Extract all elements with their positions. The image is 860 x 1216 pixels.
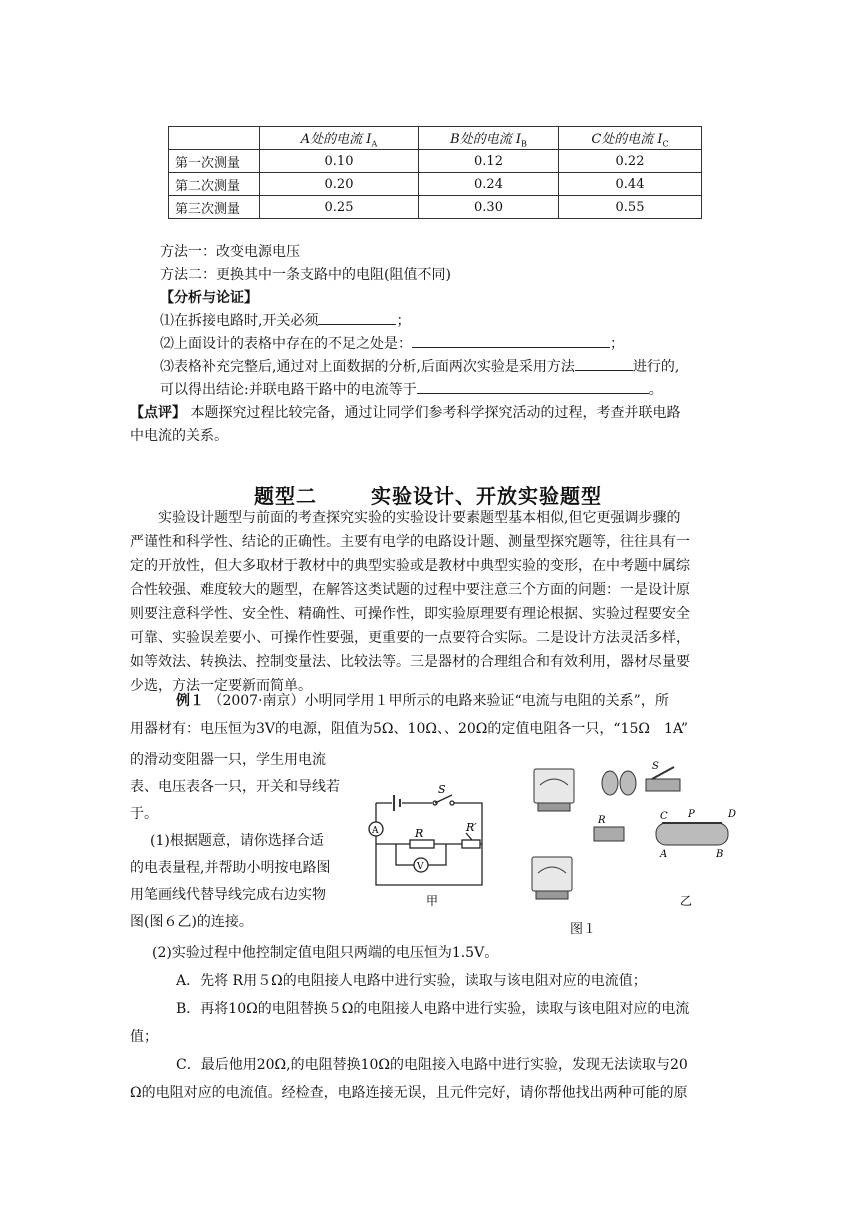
comment-line-2: 中电流的关系。 bbox=[130, 428, 228, 444]
example-line-2: 用器材有：电压恒为3V的电源，阻值为5Ω、10Ω、、20Ω的定值电阻各一只，“15Ω 1A” bbox=[130, 721, 689, 737]
current-measurement-table bbox=[168, 126, 702, 219]
rheostat-icon bbox=[462, 840, 480, 848]
question-2: ⑵上面设计的表格中存在的不足之处是： ； bbox=[160, 333, 624, 355]
question-3: ⑶表格补充完整后,通过对上面数据的分析,后面两次实验是采用方法 进行的, bbox=[160, 356, 679, 378]
table-header-cell: B处的电流 $I_B$ bbox=[419, 127, 559, 150]
analysis-heading: 【分析与论证】 bbox=[160, 290, 258, 306]
step-a: A．先将 R用５Ω的电阻接人电路中进行实验，读取与该电阻对应的电流值； bbox=[176, 973, 647, 989]
voltmeter-label: V bbox=[417, 862, 424, 872]
figure-caption: 图１ bbox=[570, 922, 597, 937]
table-cell: 0.24 bbox=[419, 173, 559, 196]
table-cell: 第二次测量 bbox=[169, 173, 260, 196]
meter-icon bbox=[534, 769, 574, 803]
step-b-line-2: 值； bbox=[130, 1029, 158, 1045]
meter-icon bbox=[532, 857, 572, 891]
table-cell: 0.44 bbox=[559, 173, 702, 196]
section-title: 题型二 实验设计、开放实验题型 bbox=[254, 484, 602, 508]
apparatus-resistor-label: R bbox=[598, 815, 606, 826]
battery-icon bbox=[602, 771, 618, 795]
table-header-row bbox=[169, 127, 702, 150]
question-1: ⑴在拆接电路时,开关必须 ； bbox=[160, 310, 410, 332]
table-cell: 第一次测量 bbox=[169, 150, 260, 173]
step-b-line-1: B．再将10Ω的电阻替换５Ω的电阻接人电路中进行实验，读取与该电阻对应的电流 bbox=[176, 1001, 690, 1017]
apparatus-switch-label: S bbox=[652, 761, 659, 772]
rheostat-label: R′ bbox=[466, 821, 477, 834]
example-label: 例１ bbox=[176, 693, 204, 709]
comment-label: 【点评】 bbox=[130, 405, 186, 421]
example-question-1: (1)根据题意，请你选择合适 的电表量程,并帮助小明按电路图 用笔画线代替导线完成右边实物 图(图６乙)的连接。 bbox=[130, 833, 331, 930]
table-row bbox=[169, 150, 702, 173]
answer-blank[interactable] bbox=[412, 333, 610, 348]
table-header-cell: C处的电流 $I_C$ bbox=[559, 127, 702, 150]
table-cell: 0.22 bbox=[559, 150, 702, 173]
table-cell: 第三次测量 bbox=[169, 196, 260, 219]
rheostat-terminal-c: C bbox=[660, 811, 668, 822]
label-jia: 甲 bbox=[426, 894, 439, 908]
physical-apparatus-yi bbox=[532, 767, 728, 899]
resistor-icon bbox=[594, 827, 624, 841]
resistor-icon bbox=[410, 840, 434, 848]
table-header-cell: A处的电流 $I_A$ bbox=[260, 127, 419, 150]
table-cell: 0.30 bbox=[419, 196, 559, 219]
rheostat-icon bbox=[656, 823, 728, 845]
intro-paragraph: 实验设计题型与前面的考查探究实验的实验设计要素题型基本相似,但它更强调步骤的 严谨性和科学性、结论的正确性。主要有电学的电路设计题、测量型探究题等，往往具有一 定的开放性，但大多取材于教材中的典型实验或是教材中典型实验的变形，在中考题中属综 合性较强、难度较大的题型，在解答这类试题的过程中要注意三个方面的问题：一是设计原 则要注意科学性、安全性、精确性、可操作性，即实验原理要有理论根据、实验过程要安全 可靠、实验误差要小、可操作性要强，更重要的一点要符合实际。二是设计方法灵活多样， 如等效法、转换法、控制变量法、比较法等。三是器材的合理组合和有效利用，器材尽量要 少选，方法一定要新而简单。 bbox=[130, 510, 690, 694]
question-3-conclusion: 可以得出结论:并联电路干路中的电流等于 。 bbox=[160, 379, 663, 401]
table-cell: 0.12 bbox=[419, 150, 559, 173]
label-yi: 乙 bbox=[680, 894, 693, 908]
table-cell: 0.10 bbox=[260, 150, 419, 173]
table-row bbox=[169, 196, 702, 219]
switch-icon bbox=[646, 779, 680, 791]
example-question-2: (2)实验过程中他控制定值电阻只两端的电压恒为1.5V。 bbox=[152, 945, 499, 961]
table-cell: 0.25 bbox=[260, 196, 419, 219]
table-header-cell bbox=[169, 127, 260, 150]
ammeter-label: A bbox=[372, 826, 379, 836]
method-one: 方法一：改变电源电压 bbox=[160, 244, 300, 260]
method-two: 方法二：更换其中一条支路中的电阻(阻值不同) bbox=[160, 267, 451, 283]
rheostat-terminal-p: P bbox=[688, 809, 695, 820]
rheostat-terminal-a: A bbox=[660, 849, 668, 860]
resistor-label: R bbox=[415, 827, 424, 840]
circuit-diagram-jia bbox=[369, 795, 482, 885]
example-line-1: 例１ （2007·南京）小明同学用１甲所示的电路来验证“电流与电阻的关系”，所 bbox=[176, 693, 669, 709]
step-c-line-1: C．最后他用20Ω,的电阻替换10Ω的电阻接入电路中进行实验，发现无法读取与20 bbox=[176, 1057, 688, 1073]
example-wrap-text: 的滑动变阻器一只，学生用电流 表、电压表各一只，开关和导线若 于。 bbox=[130, 752, 340, 822]
answer-blank[interactable] bbox=[318, 310, 396, 325]
comment-line-1: 【点评】 本题探究过程比较完备，通过让同学们参考科学探究活动的过程，考查并联电路 bbox=[130, 405, 681, 421]
table-row bbox=[169, 173, 702, 196]
answer-blank[interactable] bbox=[417, 379, 649, 394]
rheostat-terminal-b: B bbox=[716, 849, 724, 860]
table-cell: 0.20 bbox=[260, 173, 419, 196]
switch-label: S bbox=[438, 783, 446, 796]
answer-blank[interactable] bbox=[575, 356, 633, 371]
table-cell: 0.55 bbox=[559, 196, 702, 219]
figure-1 bbox=[362, 755, 762, 935]
step-c-line-2: Ω的电阻对应的电流值。经检查，电路连接无误，且元件完好，请你帮他找出两种可能的原 bbox=[130, 1085, 688, 1101]
rheostat-terminal-d: D bbox=[728, 809, 737, 820]
